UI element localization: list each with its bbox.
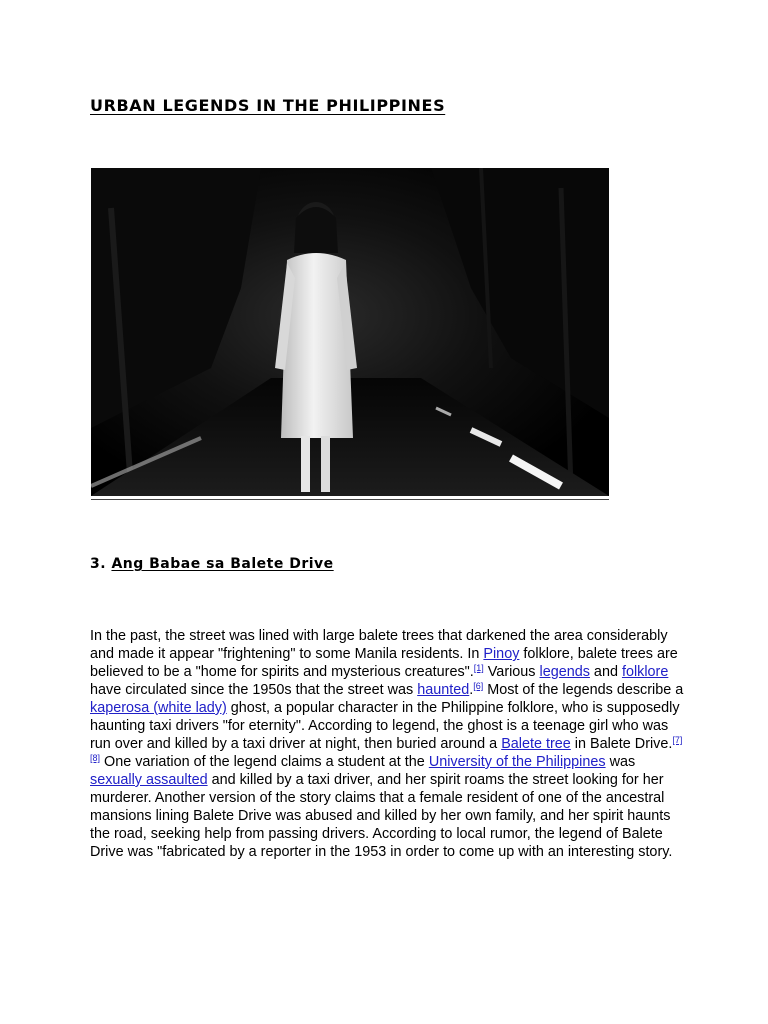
link-university-of-the-philippines[interactable]: University of the Philippines bbox=[428, 754, 606, 770]
link-haunted[interactable]: haunted bbox=[417, 682, 470, 698]
link-sexually-assaulted[interactable]: sexually assaulted bbox=[90, 772, 208, 788]
section-heading bbox=[90, 556, 334, 572]
text-segment: ghost, a popular character in the Philippine folklore, who is supposedly haunting taxi drivers "for eternity". According to legend, the ghost is a teenage girl who was run over and killed by a taxi driver at night, then buried around a bbox=[90, 700, 680, 752]
text-segment: and bbox=[589, 664, 622, 680]
page-title: URBAN LEGENDS IN THE PHILIPPINES bbox=[90, 96, 446, 115]
link-kaperosa[interactable]: kaperosa (white lady) bbox=[90, 700, 227, 716]
text-segment: was bbox=[605, 754, 636, 770]
white-lady-photo bbox=[91, 168, 609, 496]
article-paragraph bbox=[90, 627, 690, 861]
section-number: 3. bbox=[90, 556, 107, 572]
citation-1[interactable] bbox=[474, 663, 484, 673]
text-segment: in Balete Drive. bbox=[570, 736, 673, 752]
horizontal-rule bbox=[91, 499, 609, 500]
link-pinoy[interactable]: Pinoy bbox=[483, 646, 520, 662]
link-folklore[interactable]: folklore bbox=[621, 664, 669, 680]
text-segment: Various bbox=[483, 664, 540, 680]
citation-link[interactable]: [1] bbox=[473, 663, 484, 673]
ghost-road-image bbox=[91, 168, 609, 496]
text-segment: have circulated since the 1950s that the street was bbox=[90, 682, 418, 698]
text-segment: and killed by a taxi driver, and her spirit roams the street looking for her murderer. Another version of the story claims that a female resident of one of the ancestral mansions lining Balete Drive was abused and killed by her own family, and her spirit haunts the road, seeking help from passing drivers. According to local rumor, the legend of Balete Drive was "fabricated by a reporter in the 1953 in order to come up with an interesting story. bbox=[90, 772, 673, 860]
text-segment: One variation of the legend claims a student at the bbox=[100, 754, 429, 770]
text-segment: . bbox=[469, 682, 474, 698]
section-title-link[interactable]: Ang Babae sa Balete Drive bbox=[111, 556, 334, 572]
link-legends[interactable]: legends bbox=[539, 664, 590, 680]
citation-link[interactable]: [6] bbox=[473, 681, 484, 691]
text-segment: folklore, balete trees are believed to be a "home for spirits and mysterious creatures". bbox=[90, 646, 678, 680]
text-segment: In the past, the street was lined with large balete trees that darkened the area considerably and made it appear "frightening" to some Manila residents. In bbox=[90, 628, 668, 662]
citation-link[interactable]: [8] bbox=[90, 753, 101, 763]
citation-link[interactable]: [7] bbox=[672, 735, 683, 745]
citation-6[interactable] bbox=[473, 681, 483, 691]
text-segment: Most of the legends describe a bbox=[483, 682, 684, 698]
link-balete-tree[interactable]: Balete tree bbox=[501, 736, 571, 752]
